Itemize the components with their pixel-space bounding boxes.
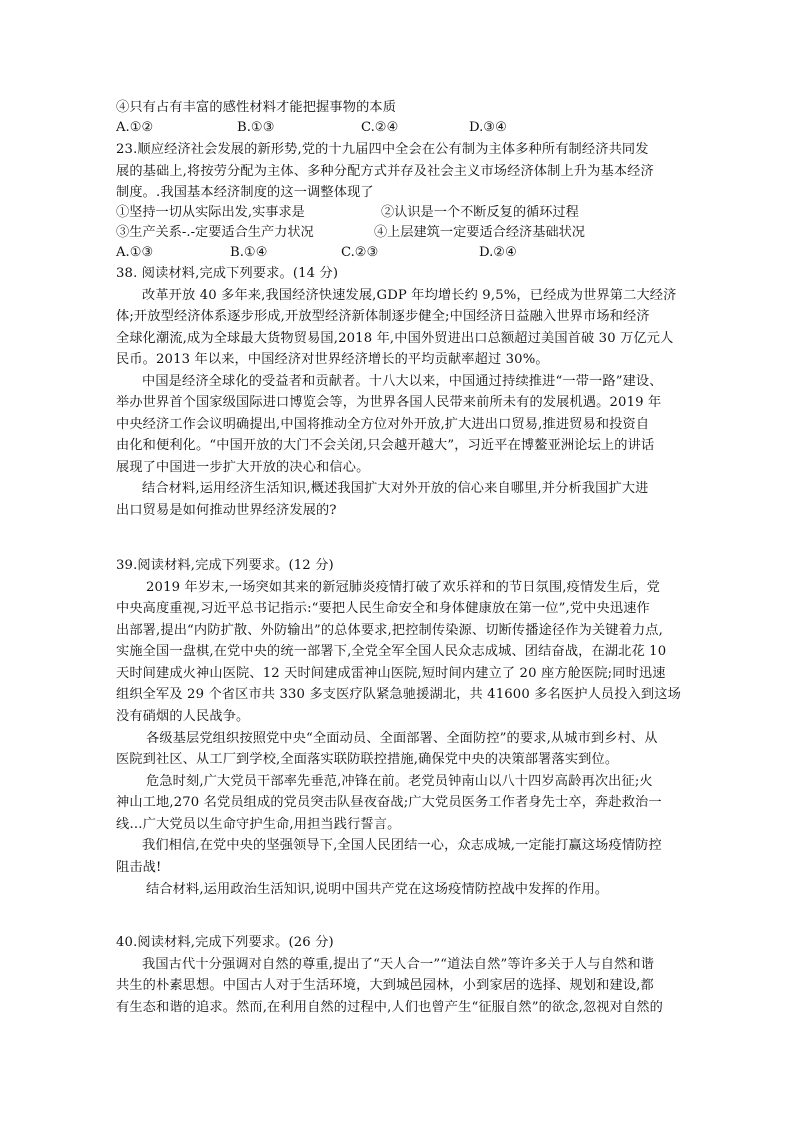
q39-line: 各级基层党组织按照党中央“全面动员、全面部署、全面防控”的要求,从城市到乡村、从 — [146, 731, 658, 746]
q39-line: 我们相信,在党中央的坚强领导下,全国人民团结一心，众志成城,一定能打赢这场疫情防控 — [142, 838, 662, 853]
q38-question: 出口贸易是如何推动世界经济发展的? — [116, 503, 337, 518]
q22-option-d: D.③④ — [469, 120, 507, 135]
q23-line: 制度。.我国基本经济制度的这一调整体现了 — [116, 185, 374, 200]
q40-line: 共生的朴素思想。中国古人对于生活环境，大到城邑园林，小到家居的选择、规划和建设,都 — [116, 978, 654, 993]
q40-line: 我国古代十分强调对自然的尊重,提出了“天人合一”“道法自然”等许多关于人与自然和谐 — [142, 957, 655, 972]
q23-line: 23.顺应经济社会发展的新形势,党的十九届四中全会在公有制为主体多种所有制经济共同发 — [116, 142, 649, 157]
q38-line: 中央经济工作会议明确提出,中国将推动全方位对外开放,扩大进出口贸易,推进贸易和投资自 — [116, 417, 650, 432]
q39-line: 神山工地,270 名党员组成的党员突击队昼夜奋战;广大党员医务工作者身先士卒，奔赴救治一 — [116, 795, 662, 810]
q22-option-b: B.①③ — [237, 120, 275, 135]
q23-statement-2: ②认识是一个不断反复的循环过程 — [381, 205, 579, 220]
q23-option-b: B.①④ — [230, 245, 268, 260]
q38-heading: 38. 阅读材料,完成下列要求。(14 分) — [116, 266, 339, 281]
q39-line: 天时间建成火神山医院、12 天时间建成雷神山医院,短时间内建立了 20 座方舱医院;同时迅速 — [116, 666, 666, 681]
q23-option-d: D.②④ — [479, 245, 517, 260]
q38-line: 全球化潮流,成为全球最大货物贸易国,2018 年,中国外贸进出口总额超过美国首破 30 万亿元人 — [116, 331, 674, 346]
q39-line: 没有硝烟的人民战争。 — [116, 709, 250, 724]
q38-line: 举办世界首个国家级国际进口博览会等，为世界各国人民带来前所未有的发展机遇。2019 年 — [116, 395, 662, 410]
q38-line: 中国是经济全球化的受益者和贡献者。十八大以来，中国通过持续推进“一带一路”建设、 — [142, 374, 663, 389]
q23-line: 展的基础上,将按劳分配为主体、多种分配方式并存及社会主义市场经济体制上升为基本经济 — [116, 164, 654, 179]
q38-line: 体;开放型经济体系逐步形成,开放型经济新体制逐步健全;中国经济日益融入世界市场和经济 — [116, 309, 650, 324]
q23-statement-4: ④上层建筑一定要适合经济基础状况 — [374, 225, 585, 240]
q40-heading: 40.阅读材料,完成下列要求。(26 分) — [116, 935, 334, 950]
q38-line: 民币。2013 年以来，中国经济对世界经济增长的平均贡献率超过 30%。 — [116, 352, 549, 367]
q39-line: 出部署,提出“内防扩散、外防输出”的总体要求,把控制传染源、切断传播途径作为关键着力点, — [116, 623, 663, 638]
q23-option-a: A.①③ — [116, 245, 154, 260]
q39-line: 线…广大党员以生命守护生命,用担当践行誓言。 — [116, 817, 401, 832]
q38-line: 改革开放 40 多年来,我国经济快速发展,GDP 年均增长约 9,5%，已经成为世界第二大经济 — [142, 288, 677, 303]
q39-question: 结合材料,运用政治生活知识,说明中国共产党在这场疫情防控战中发挥的作用。 — [146, 882, 609, 897]
q23-statement-3: ③生产关系-.-定要适合生产力状况 — [116, 225, 314, 240]
q38-line: 展现了中国进一步扩大开放的决心和信心。 — [116, 460, 370, 475]
q38-question: 结合材料,运用经济生活知识,概述我国扩大对外开放的信心来自哪里,并分析我国扩大进 — [142, 481, 649, 496]
q39-line: 实施全国一盘棋,在党中央的统一部署下,全党全军全国人民众志成城、团结奋战，在湖北花 10 — [116, 644, 667, 659]
q22-statement-4: ④只有占有丰富的感性材料才能把握事物的本质 — [116, 100, 397, 115]
q39-line: 2019 年岁末,一场突如其来的新冠肺炎疫情打破了欢乐祥和的节日氛围,疫情发生后，党 — [146, 580, 660, 595]
q39-line: 阻击战! — [116, 860, 162, 875]
q23-statement-1: ①坚持一切从实际出发,实事求是 — [116, 205, 305, 220]
q39-line: 医院到社区、从工厂到学校,全面落实联防联控措施,确保党中央的决策部署落实到位。 — [116, 752, 619, 767]
q39-heading: 39.阅读材料,完成下列要求。(12 分) — [116, 558, 334, 573]
q22-option-c: C.②④ — [361, 120, 399, 135]
q22-option-a: A.①② — [116, 120, 154, 135]
q39-line: 危急时刻,广大党员干部率先垂范,冲锋在前。老党员钟南山以八十四岁高龄再次出征;火 — [146, 774, 653, 789]
q40-line: 有生态和谐的追求。然而,在利用自然的过程中,人们也曾产生“征服自然”的欲念,忽视对自然的 — [116, 1000, 663, 1015]
q39-line: 组织全军及 29 个省区市共 330 多支医疗队紧急驰援湖北，共 41600 多名医护人员投入到这场 — [116, 687, 681, 702]
q23-option-c: C.②③ — [341, 245, 379, 260]
q38-line: 由化和便利化。“中国开放的大门不会关闭,只会越开越大”，习近平在博鳌亚洲论坛上的讲话 — [116, 438, 655, 453]
q39-line: 中央高度重视,习近平总书记指示:“要把人民生命安全和身体健康放在第一位”,党中央迅速作 — [116, 601, 650, 616]
